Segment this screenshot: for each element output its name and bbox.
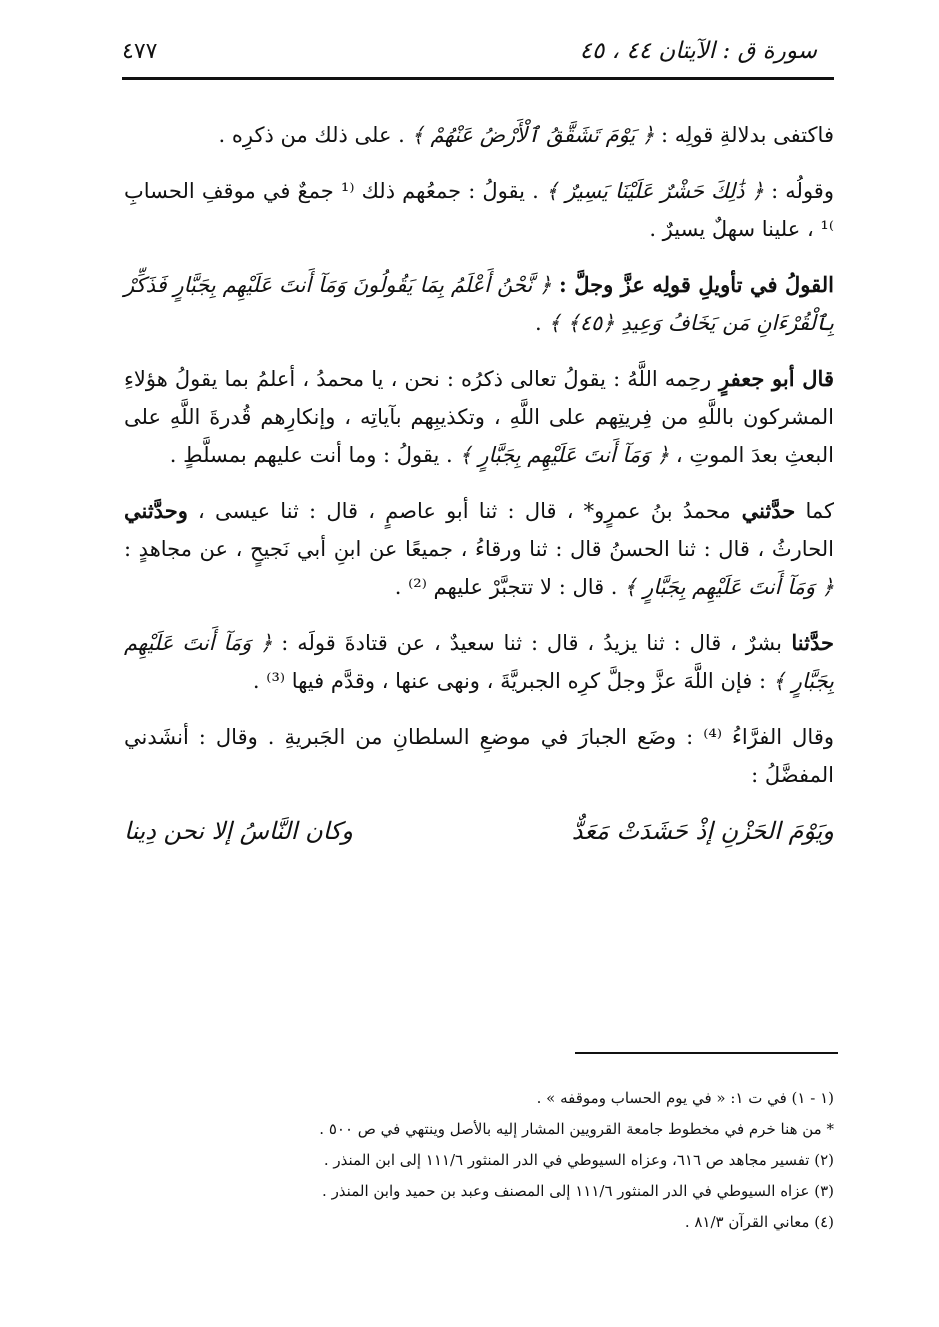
paragraph-7 bbox=[124, 718, 834, 794]
quran-quote: ﴿ وَمَآ أَنتَ عَلَيْهِم بِجَبَّارٍ ﴾ bbox=[624, 575, 834, 599]
footnote: (٢) تفسير مجاهد ص ٦١٦، وعزاه السيوطي في الدر المنثور ١١١/٦ إلى ابن المنذر . bbox=[323, 1151, 834, 1169]
text-run: : فإن اللَّهَ عزَّ وجلَّ كرِه الجبريَّةَ ، ونهى عنها ، وقدَّم فيها ⁽³⁾ . bbox=[252, 669, 773, 693]
paragraph-4 bbox=[124, 360, 834, 474]
isnad-marker: حدَّثني bbox=[730, 498, 796, 523]
quran-quote: ﴿ نَّحْنُ أَعْلَمُ بِمَا يَقُولُونَ وَمَآ أَنتَ عَلَيْهِم بِجَبَّارٍ فَذَكِّرْ بِٱلْقُرْءَانِ مَن يَخَافُ وَعِيدِ ﴿٤٥﴾ ﴾ bbox=[124, 273, 834, 335]
text-run: فاكتفى بدلالةِ قولِه : bbox=[654, 123, 834, 147]
paragraph-2 bbox=[124, 172, 834, 248]
page-number: ٤٧٧ bbox=[122, 38, 158, 64]
running-head: سورة ق : الآيتان ٤٤ ، ٤٥ bbox=[579, 38, 817, 64]
verse-first-hemistich: ويَوْمَ الحَزْنِ إذْ حَشَدَتْ مَعَدٌّ bbox=[571, 817, 834, 845]
author-name: قال أبو جعفرٍ bbox=[711, 366, 834, 391]
paragraph-1 bbox=[124, 116, 834, 154]
text-run: وقولُه : bbox=[763, 179, 834, 203]
text-run: الحارثُ ، قال : ثنا الحسنُ قال : ثنا ورقاءُ ، جميعًا عن ابنِ أبي نَجيحٍ ، عن مجاهدٍ : bbox=[124, 537, 834, 561]
quran-quote: ﴿ وَمَآ أَنتَ عَلَيْهِم بِجَبَّارٍ ﴾ bbox=[124, 631, 834, 693]
text-run: . يقولُ : جمعُهم ذلك ⁽¹ جمعٌ في موقفِ الحسابِ ⁾¹ ، علينا سهلٌ يسيرٌ . bbox=[124, 179, 834, 241]
paragraph-3 bbox=[124, 266, 834, 342]
text-run: وقال الفرَّاءُ ⁽⁴⁾ : وضَع الجبارَ في موضعِ السلطانِ من الجَبريةِ . وقال : أنشَدني المفضَّلُ : bbox=[124, 725, 835, 787]
footnote: (٤) معاني القرآن ٨١/٣ . bbox=[684, 1213, 834, 1231]
footnote: * من هنا خرم في مخطوط جامعة القرويين المشار إليه بالأصل وينتهي في ص ٥٠٠ . bbox=[319, 1120, 834, 1138]
quran-quote: ﴿ يَوْمَ تَشَقَّقُ ٱلْأَرْضُ عَنْهُمْ ﴾ bbox=[411, 123, 655, 147]
footnote: (١ - ١) في ت ١: « في يوم الحساب وموقفه » . bbox=[536, 1089, 834, 1107]
verse-second-hemistich: وكان النَّاسُ إلا نحن دِينا bbox=[124, 817, 354, 845]
page-header bbox=[122, 30, 817, 72]
isnad-marker: وحدَّثني bbox=[124, 498, 188, 523]
section-heading: القولُ في تأويلِ قولِه عزَّ وجلَّ : bbox=[551, 272, 834, 297]
text-run: . bbox=[535, 311, 549, 335]
text-run: محمدُ بنُ عمرٍو* ، قال : ثنا أبو عاصمٍ ، قال : ثنا عيسى ، bbox=[187, 499, 731, 523]
text-run: كما bbox=[795, 499, 834, 523]
main-text bbox=[124, 116, 834, 850]
text-run: . على ذلك من ذكرِه . bbox=[218, 123, 412, 147]
footnote-rule bbox=[575, 1052, 838, 1054]
paragraph-6 bbox=[124, 624, 834, 700]
quran-quote: ﴿ ذَٰلِكَ حَشْرٌ عَلَيْنَا يَسِيرٌ ﴾ bbox=[545, 179, 764, 203]
paragraph-5 bbox=[124, 492, 834, 606]
footnotes bbox=[250, 1083, 834, 1238]
isnad-marker: حدَّثنا bbox=[781, 630, 834, 655]
text-run: رحِمه اللَّهُ : يقولُ تعالى ذكرُه : نحن ، يا محمدُ ، أعلمُ بما يقولُ هؤلاءِ المشركون باللَّهِ من فِريتِهم على اللَّهِ ، وتكذيبِهم بآياتِه ، وإنكارِهم قُدرةَ اللَّهِ على البعثِ بعدَ الموتِ ، bbox=[124, 367, 834, 467]
quran-quote: ﴿ وَمَآ أَنتَ عَلَيْهِم بِجَبَّارٍ ﴾ bbox=[459, 443, 670, 467]
header-rule bbox=[122, 77, 834, 80]
text-run: بشرٌ ، قال : ثنا يزيدُ ، قال : ثنا سعيدٌ ، عن قتادةَ قولَه : bbox=[272, 631, 782, 655]
text-run: . قال : لا تتجبَّرْ عليهم ⁽²⁾ . bbox=[394, 575, 625, 599]
text-run: . يقولُ : وما أنت عليهم بمسلَّطٍ . bbox=[169, 443, 460, 467]
poetry-verse bbox=[124, 812, 834, 850]
footnote: (٣) عزاه السيوطي في الدر المنثور ١١١/٦ إلى المصنف وعبد بن حميد وابن المنذر . bbox=[322, 1182, 834, 1200]
